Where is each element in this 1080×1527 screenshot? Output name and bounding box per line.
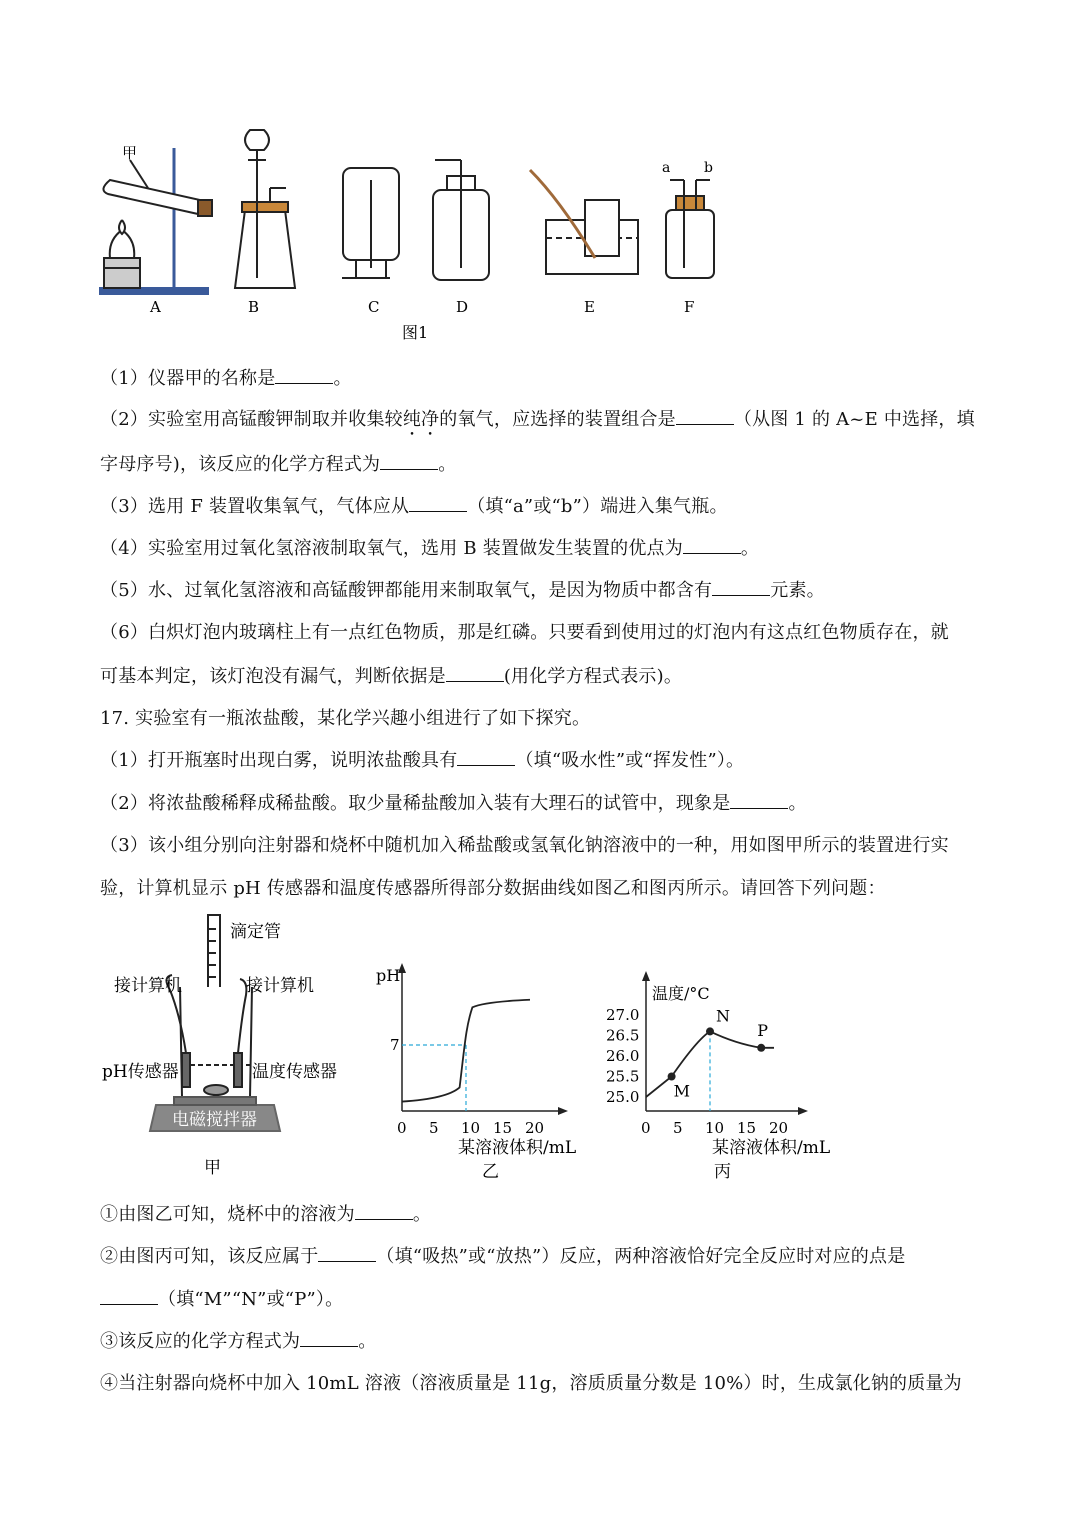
bing-ylabel: 温度/°C [652, 984, 710, 1003]
label-C: C [368, 298, 380, 316]
emphasis-text: 纯净 [402, 409, 440, 430]
burette-label: 滴定管 [230, 922, 281, 942]
q17-part3 [100, 831, 949, 857]
bing-ytick-25.0: 25.0 [606, 1088, 640, 1106]
apparatus-b [235, 130, 295, 288]
computer-right-label: 接计算机 [246, 976, 314, 996]
label-b-port: b [704, 160, 713, 176]
q16-part6-line2-end: (用化学方程式表示)。 [503, 666, 683, 687]
apparatus-f [666, 180, 714, 278]
yi-x-arrow [558, 1107, 568, 1115]
q17-sub2-line2-text: （填“M”“N”或“P”）。 [158, 1289, 344, 1310]
bing-xtick-0: 0 [641, 1119, 651, 1137]
q17-sub1 [100, 1200, 431, 1226]
q17-part2-end: 。 [788, 793, 807, 814]
point-label-P: P [757, 1020, 768, 1040]
yi-ph-curve [402, 1000, 530, 1102]
computer-left-label: 接计算机 [114, 976, 182, 996]
q16-part3 [100, 492, 728, 518]
yi-xtick-5: 5 [429, 1119, 439, 1137]
q17-sub3 [100, 1327, 376, 1353]
q17-sub2-line2 [100, 1285, 343, 1311]
bing-ytick-27.0: 27.0 [606, 1006, 640, 1024]
point-label-M: M [673, 1081, 690, 1101]
q17-part1-end: （填“吸水性”或“挥发性”）。 [515, 750, 745, 771]
label-a-port: a [662, 160, 671, 176]
q17-sub4 [100, 1369, 962, 1395]
q16-part6-text: （6）白炽灯泡内玻璃柱上有一点红色物质，那是红磷。只要看到使用过的灯泡内有这点红色物质存在，就 [100, 622, 949, 643]
answer-blank[interactable] [100, 1288, 158, 1305]
q17-sub1-end: 。 [412, 1204, 432, 1225]
q17-sub2 [100, 1242, 905, 1268]
q17-sub4-text: ④当注射器向烧杯中加入 10mL 溶液（溶液质量是 11g，溶质质量分数是 10%）时，生成氯化钠的质量为 [100, 1373, 962, 1394]
q16-part1-text: （1）仪器甲的名称是 [100, 368, 276, 389]
q17-sub1-text: ①由图乙可知，烧杯中的溶液为 [100, 1204, 355, 1225]
point-label-N: N [716, 1006, 730, 1026]
q17-title [100, 704, 590, 730]
label-E: E [584, 298, 595, 316]
answer-blank[interactable] [683, 537, 741, 554]
answer-blank[interactable] [676, 408, 734, 425]
q16-part6-line2 [100, 662, 682, 688]
apparatus-a [100, 148, 212, 294]
bing-x-arrow [798, 1107, 808, 1115]
bing-xtick-10: 10 [705, 1119, 725, 1137]
caption-yi: 乙 [482, 1162, 499, 1182]
q16-part4 [100, 534, 759, 560]
q16-part3-end: （填“a”或“b”）端进入集气瓶。 [467, 496, 728, 517]
q17-part1-text: （1）打开瓶塞时出现白雾，说明浓盐酸具有 [100, 750, 458, 771]
answer-blank[interactable] [355, 1203, 413, 1220]
bing-ytick-25.5: 25.5 [606, 1067, 640, 1086]
figure-1 [90, 110, 990, 350]
bing-y-arrow [642, 971, 650, 981]
temp-sensor-label: 温度传感器 [252, 1062, 337, 1082]
q17-part3-line2-text: 验，计算机显示 pH 传感器和温度传感器所得部分数据曲线如图乙和图丙所示。请回答下列问题： [100, 878, 886, 899]
apparatus-c [342, 168, 399, 278]
q17-sub2-end: （填“吸热”或“放热”）反应，两种溶液恰好完全反应时对应的点是 [376, 1246, 906, 1267]
answer-blank[interactable] [457, 749, 515, 766]
q17-part2-text: （2）将浓盐酸稀释成稀盐酸。取少量稀盐酸加入装有大理石的试管中，现象是 [100, 793, 731, 814]
label-F: F [684, 298, 695, 316]
answer-blank[interactable] [380, 453, 438, 470]
answer-blank[interactable] [318, 1245, 376, 1262]
yi-xtick-15: 15 [493, 1119, 513, 1137]
yi-xtick-0: 0 [397, 1119, 407, 1137]
q17-part3-line2 [100, 874, 886, 900]
apparatus-jia [150, 915, 280, 1131]
bing-xtick-5: 5 [673, 1119, 683, 1137]
label-A: A [150, 298, 161, 316]
q16-part1-end: 。 [333, 368, 352, 389]
bing-ytick-26.5: 26.5 [606, 1026, 640, 1045]
chart-bing [606, 971, 830, 1182]
q17-title-text: 17. 实验室有一瓶浓盐酸，某化学兴趣小组进行了如下探究。 [100, 708, 591, 729]
point-N [706, 1027, 714, 1035]
q16-part1 [100, 364, 352, 390]
yi-ylabel: pH [376, 966, 401, 985]
figure-1-caption: 图1 [402, 323, 429, 342]
q16-part5-text: （5）水、过氧化氢溶液和高锰酸钾都能用来制取氧气，是因为物质中都含有 [100, 580, 713, 601]
bing-xlabel: 某溶液体积/mL [712, 1138, 831, 1158]
q16-part2-line2-text: 字母序号)，该反应的化学方程式为 [100, 454, 381, 475]
q16-part4-end: 。 [740, 538, 760, 559]
q17-sub3-end: 。 [358, 1331, 377, 1352]
q16-part6-line2-text: 可基本判定，该灯泡没有漏气，判断依据是 [100, 666, 446, 687]
yi-ytick-7: 7 [390, 1036, 400, 1054]
figure-2 [90, 905, 1010, 1185]
q16-part4-text: （4）实验室用过氧化氢溶液制取氧气，选用 B 装置做发生装置的优点为 [100, 538, 683, 559]
apparatus-d [433, 160, 489, 280]
bing-ytick-26.0: 26.0 [606, 1047, 640, 1065]
q17-part3-text: （3）该小组分别向注射器和烧杯中随机加入稀盐酸或氢氧化钠溶液中的一种，用如图甲所示的装置进行实 [100, 835, 949, 856]
caption-bing: 丙 [714, 1162, 731, 1182]
q16-part2-line2 [100, 450, 456, 476]
point-M [668, 1073, 676, 1081]
yi-xtick-20: 20 [525, 1119, 545, 1137]
yi-xlabel: 某溶液体积/mL [458, 1138, 577, 1158]
bing-xtick-20: 20 [769, 1119, 789, 1137]
q17-sub2-text: ②由图丙可知，该反应属于 [100, 1246, 319, 1267]
ph-sensor-label: pH传感器 [102, 1062, 179, 1082]
q16-part2-text: （2）实验室用高锰酸钾制取并收集较 [100, 409, 403, 430]
q16-part2-mid: 的氧气，应选择的装置组合是 [439, 409, 676, 430]
answer-blank[interactable] [275, 367, 333, 384]
q17-part1 [100, 746, 744, 772]
answer-blank[interactable] [730, 792, 788, 809]
caption-jia: 甲 [204, 1158, 221, 1178]
q16-part2-line2-end: 。 [438, 454, 457, 475]
answer-blank[interactable] [409, 495, 467, 512]
point-P [757, 1044, 765, 1052]
q16-part5 [100, 576, 825, 602]
q17-sub3-text: ③该反应的化学方程式为 [100, 1331, 301, 1352]
q16-part5-end: 元素。 [770, 580, 825, 601]
answer-blank[interactable] [446, 665, 504, 682]
label-D: D [456, 298, 469, 316]
q16-part2-end: （从图 1 的 A~E 中选择，填 [733, 409, 975, 430]
q16-part3-text: （3）选用 F 装置收集氧气，气体应从 [100, 496, 410, 517]
label-jia: 甲 [122, 144, 138, 162]
label-B: B [248, 298, 260, 316]
yi-xtick-10: 10 [461, 1119, 481, 1137]
chart-yi [376, 963, 576, 1182]
apparatus-e [530, 170, 638, 274]
bing-xtick-15: 15 [737, 1119, 757, 1137]
q16-part6 [100, 618, 949, 644]
answer-blank[interactable] [712, 579, 770, 596]
q17-part2 [100, 789, 807, 815]
answer-blank[interactable] [300, 1330, 358, 1347]
q16-part2 [100, 405, 975, 440]
stirrer-label: 电磁搅拌器 [172, 1110, 257, 1130]
